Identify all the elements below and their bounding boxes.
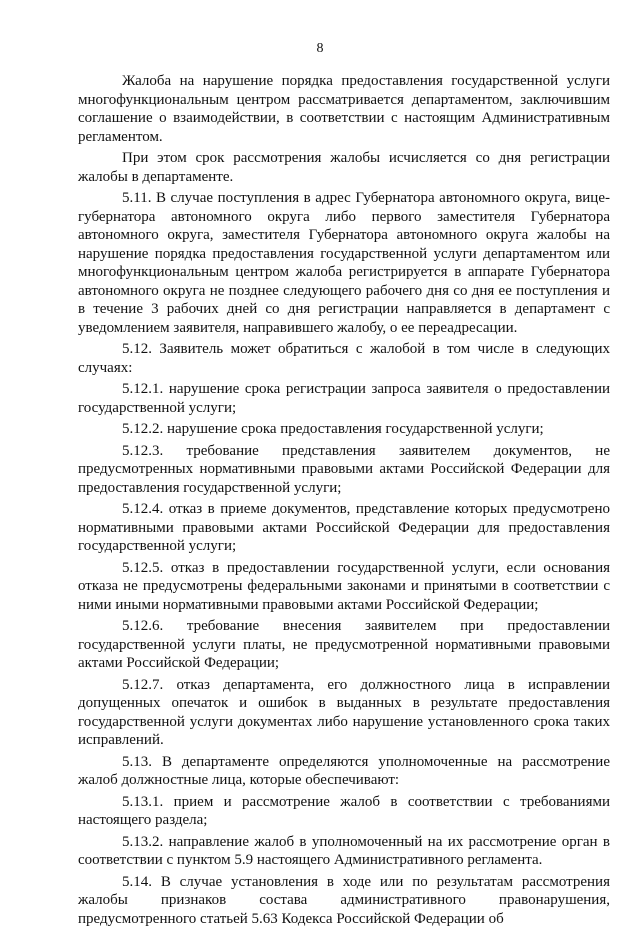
paragraph-5-13-1: 5.13.1. прием и рассмотрение жалоб в соответствии с требованиями настоящего раздела; (78, 793, 610, 828)
paragraph: Жалоба на нарушение порядка предоставления государственной услуги многофункциональным центром рассматривается департаментом, заключившим соглашение о взаимодействии, в соответствии с настоящим Административным регламентом. (78, 73, 610, 145)
paragraph-5-12-4: 5.12.4. отказ в приеме документов, представление которых предусмотрено нормативными правовыми актами Российской Федерации для предоставления государственной услуги; (78, 501, 610, 554)
paragraph: При этом срок рассмотрения жалобы исчисляется со дня регистрации жалобы в департаменте. (78, 150, 610, 185)
paragraph-5-13-2: 5.13.2. направление жалоб в уполномоченный на их рассмотрение орган в соответствии с пунктом 5.9 настоящего Административного регламента. (78, 833, 610, 868)
paragraph-5-12-7: 5.12.7. отказ департамента, его должностного лица в исправлении допущенных опечаток и ошибок в выданных в результате предоставления государственной услуги документах либо нарушение установленного срока таких исправлений. (78, 676, 610, 748)
document-body (78, 72, 610, 931)
paragraph-5-14: 5.14. В случае установления в ходе или по результатам рассмотрения жалобы признаков состава административного правонарушения, предусмотренного статьей 5.63 Кодекса Российской Федерации об (78, 873, 610, 927)
paragraph-5-12-3: 5.12.3. требование представления заявителем документов, не предусмотренных нормативными правовыми актами Российской Федерации для предоставления государственной услуги; (78, 442, 610, 496)
paragraph-5-12-1: 5.12.1. нарушение срока регистрации запроса заявителя о предоставлении государственной услуги; (78, 381, 610, 416)
paragraph-5-11: 5.11. В случае поступления в адрес Губернатора автономного округа, вице-губернатора автономного округа либо первого заместителя Губернатора автономного округа, заместителя Губернатора автономного округа жалобы на нарушение порядка предоставления государственной услуги департаментом или многофункциональным центром жалоба регистрируется в аппарате Губернатора автономного округа не позднее следующего рабочего дня со дня ее поступления и в течение 3 рабочих дней со дня регистрации направляется в департамент с уведомлением заявителя, направившего жалобу, о ее переадресации. (78, 190, 610, 336)
paragraph-5-12: 5.12. Заявитель может обратиться с жалобой в том числе в следующих случаях: (78, 341, 610, 376)
paragraph-5-12-2: 5.12.2. нарушение срока предоставления государственной услуги; (122, 421, 544, 437)
paragraph-5-13: 5.13. В департаменте определяются уполномоченные на рассмотрение жалоб должностные лица, которые обеспечивают: (78, 753, 610, 788)
paragraph-5-12-6: 5.12.6. требование внесения заявителем при предоставлении государственной услуги платы, не предусмотренной нормативными правовыми актами Российской Федерации; (78, 618, 610, 671)
paragraph-5-12-5: 5.12.5. отказ в предоставлении государственной услуги, если основания отказа не предусмотрены федеральными законами и принятыми в соответствии с ними иными нормативными правовыми актами Российской Федерации; (78, 559, 610, 613)
page-number: 8 (316, 41, 324, 56)
